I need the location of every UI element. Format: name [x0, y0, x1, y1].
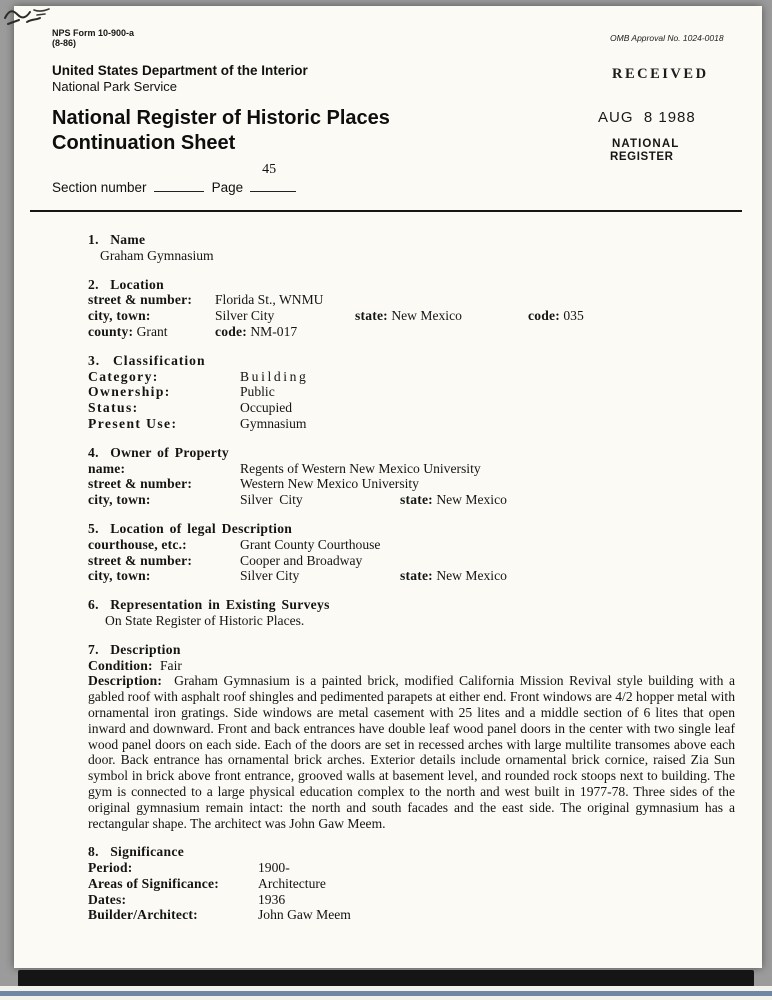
- agency-name: National Park Service: [52, 79, 177, 94]
- bottom-scan-band: [18, 970, 754, 987]
- section-heading: 4. Owner of Property: [88, 444, 230, 460]
- field-value: 1900-: [258, 860, 290, 876]
- field-label: street & number:: [88, 476, 193, 492]
- document-title-line2: Continuation Sheet: [52, 132, 236, 154]
- field-value: Building: [240, 368, 309, 384]
- field-value: NM-017: [250, 323, 298, 339]
- field-value: Occupied: [240, 400, 293, 416]
- field-value: 1936: [258, 891, 286, 907]
- field-value: On State Register of Historic Places.: [105, 612, 305, 628]
- field-value: New Mexico: [436, 492, 507, 508]
- field-value: Grant: [136, 323, 168, 339]
- bottom-blue-line: [0, 991, 772, 996]
- field-pair: [215, 324, 297, 339]
- field-label: courthouse, etc.:: [88, 536, 187, 552]
- field-label: street & number:: [88, 292, 193, 308]
- page-blank: [250, 162, 296, 192]
- field-row: [88, 553, 735, 569]
- section-heading: 7. Description: [88, 641, 181, 657]
- field-row: [88, 308, 735, 324]
- section-number-blank: [154, 178, 204, 192]
- section-heading: 1. Name: [88, 232, 146, 247]
- document-title: [52, 106, 390, 156]
- field-pair: [400, 492, 507, 507]
- department-name: United States Department of the Interior: [52, 63, 308, 78]
- received-date-stamp: AUG 8 1988: [598, 109, 696, 126]
- field-row: [88, 292, 735, 308]
- field-row: [88, 400, 735, 416]
- field-value: Grant County Courthouse: [240, 536, 381, 552]
- field-label: Ownership:: [88, 384, 171, 400]
- field-label: name:: [88, 460, 126, 476]
- document-title-line1: National Register of Historic Places: [52, 107, 390, 129]
- field-value: Regents of Western New Mexico University: [240, 460, 481, 476]
- field-pair: [528, 308, 584, 323]
- field-value: Public: [240, 384, 275, 400]
- field-label: Status:: [88, 400, 139, 416]
- field-row: [88, 860, 735, 876]
- field-row: [88, 537, 735, 553]
- form-body: [88, 232, 735, 923]
- section-heading: 6. Representation in Existing Surveys: [88, 597, 330, 613]
- field-label: code:: [215, 323, 247, 339]
- header-rule: [30, 210, 742, 212]
- field-value: New Mexico: [436, 568, 507, 584]
- field-pair: [400, 568, 507, 583]
- field-label: state:: [400, 492, 433, 508]
- field-label: city, town:: [88, 568, 151, 584]
- section-number-label: Section number: [52, 180, 147, 195]
- field-row: [88, 369, 735, 385]
- field-row: [88, 416, 735, 432]
- field-row: [88, 876, 735, 892]
- page-label: Page: [211, 180, 244, 195]
- field-label: Period:: [88, 860, 133, 876]
- field-value: Silver City: [215, 308, 275, 324]
- field-label: Present Use:: [88, 415, 178, 431]
- field-row: [88, 907, 735, 923]
- field-label: state:: [400, 568, 433, 584]
- field-row: [88, 476, 735, 492]
- field-pair: [88, 324, 215, 340]
- field-row: [88, 461, 735, 477]
- section-heading: 3. Classification: [88, 352, 206, 368]
- field-value: Fair: [160, 657, 182, 673]
- field-value: John Gaw Meem: [258, 907, 351, 923]
- section-significance: [88, 844, 735, 923]
- description-paragraph: [88, 673, 735, 831]
- field-label: state:: [355, 308, 388, 324]
- field-row: [88, 892, 735, 908]
- field-row: [88, 568, 735, 584]
- field-label: street & number:: [88, 552, 193, 568]
- section-page-line: [52, 162, 296, 195]
- section-legal-description: [88, 521, 735, 584]
- field-label: Condition:: [88, 657, 153, 673]
- section-location: [88, 277, 735, 340]
- field-value: Silver City: [240, 568, 300, 584]
- field-value: Gymnasium: [240, 415, 307, 431]
- field-label: county:: [88, 323, 134, 339]
- description-text: Graham Gymnasium is a painted brick, modified California Mission Revival style building with a gabled roof with asphalt roof shingles and pedimented parapets at either end. Front windows are 4/2 hopper metal with ornamental iron gratings. Side windows are metal casement with 25 lites and a middle section of 6 lites that open inward and downward. Front and back entrances have double leaf wood panel doors in the center with two single leaf wood panel doors on each side. Each of the doors are set in recessed arches with large multilite transomes above each door. Back entrance has ornamental brick arches. Exterior details include ornamental brick cornice, raised Zia Sun symbol in brick above front entrance, grooved walls at basement level, and rounded rock stoops next to building. The gym is connected to a large physical education complex to the north and west built in 1977-78. Three sides of the original gymnasium remain intact: the north and south facades and the east side. The original gymnasium has a rectangular shape. The architect was John Gaw Meem.: [88, 673, 735, 831]
- section-heading: 5. Location of legal Description: [88, 520, 293, 536]
- field-label: code:: [528, 308, 560, 324]
- field-value: Architecture: [258, 875, 326, 891]
- field-value: Florida St., WNMU: [215, 292, 324, 308]
- field-label: Description:: [88, 673, 163, 689]
- field-value: Cooper and Broadway: [240, 552, 363, 568]
- field-value: 035: [563, 308, 584, 324]
- field-value: New Mexico: [391, 308, 462, 324]
- field-pair: [355, 308, 528, 324]
- section-heading: 8. Significance: [88, 844, 185, 860]
- received-stamp: RECEIVED: [612, 66, 709, 82]
- field-label: Builder/Architect:: [88, 907, 198, 923]
- field-value: Silver City: [240, 492, 303, 508]
- document-page: [14, 6, 762, 968]
- section-owner: [88, 445, 735, 508]
- pencil-scribble: [0, 2, 90, 34]
- field-row: [88, 324, 735, 340]
- field-label: city, town:: [88, 308, 151, 324]
- field-label: city, town:: [88, 492, 151, 508]
- form-number: NPS Form 10-900-a: [52, 28, 135, 38]
- section-surveys: [88, 597, 735, 629]
- field-row: [88, 384, 735, 400]
- field-row: [88, 658, 735, 674]
- national-register-stamp-line2: REGISTER: [610, 151, 674, 163]
- section-description: [88, 642, 735, 832]
- field-row: [88, 492, 735, 508]
- section-classification: [88, 353, 735, 432]
- form-revision: (8-86): [52, 38, 77, 48]
- field-label: Category:: [88, 368, 159, 384]
- section-name: [88, 232, 735, 264]
- section-heading: 2. Location: [88, 276, 164, 292]
- field-label: Dates:: [88, 891, 127, 907]
- field-label: Areas of Significance:: [88, 875, 220, 891]
- field-value: Graham Gymnasium: [100, 247, 214, 263]
- national-register-stamp-line1: NATIONAL: [612, 138, 680, 150]
- field-value: Western New Mexico University: [240, 476, 419, 492]
- page-number-value: 45: [262, 162, 277, 177]
- omb-approval: OMB Approval No. 1024-0018: [610, 33, 724, 43]
